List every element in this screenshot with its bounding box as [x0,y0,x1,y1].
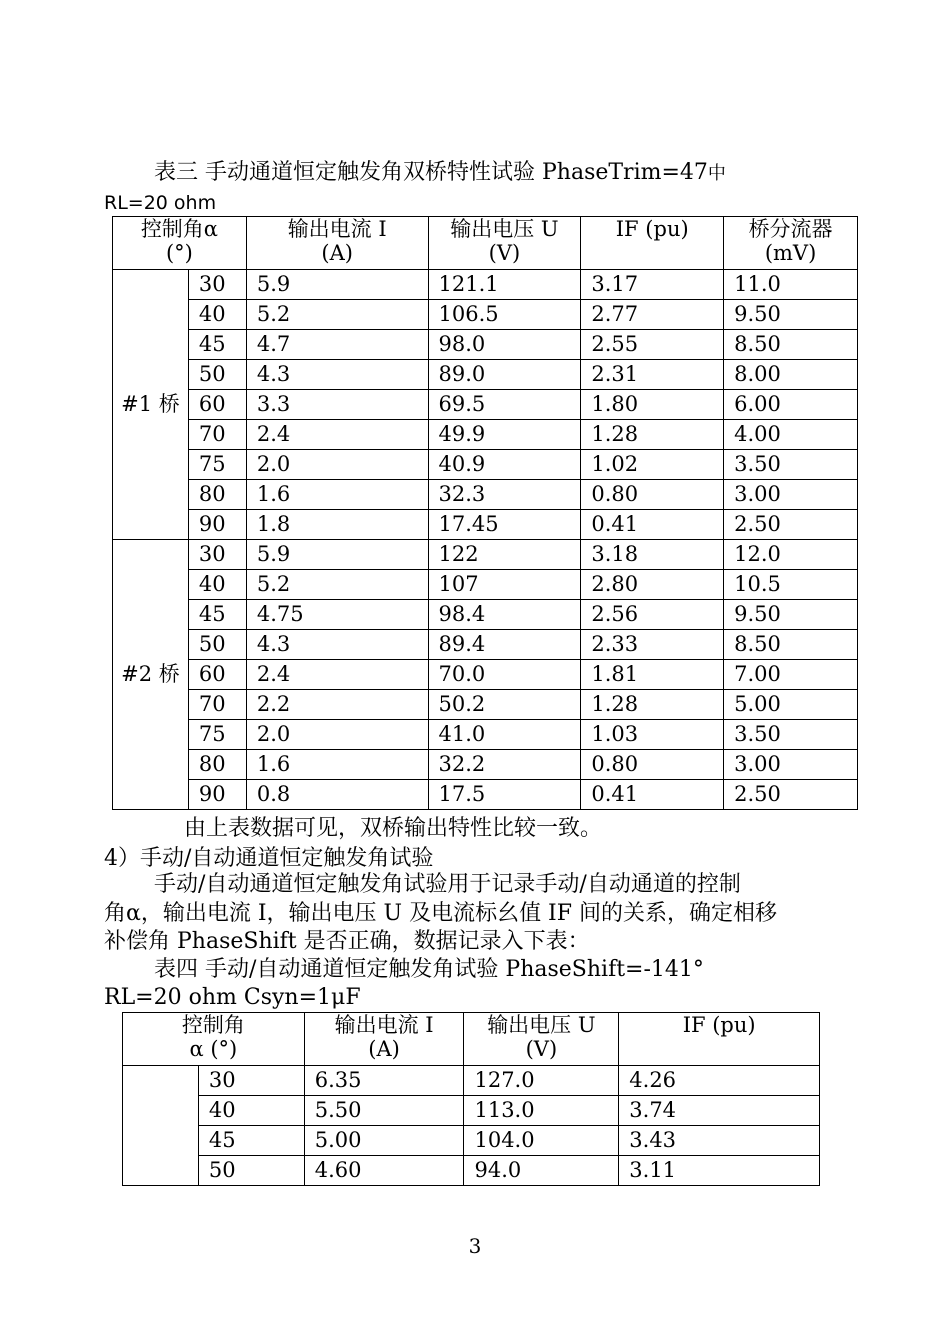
table3-caption: 表三 手动通道恒定触发角双桥特性试验 PhaseTrim=47中 [154,160,726,185]
data-cell: 3.3 [246,390,428,420]
data-cell: 3.00 [724,480,858,510]
data-cell: 1.81 [581,660,724,690]
header-angle [113,217,247,270]
table-row [113,750,858,780]
data-cell: 89.0 [428,360,581,390]
data-cell: 7.00 [724,660,858,690]
header-voltage [428,217,581,270]
data-cell: 5.50 [304,1096,464,1126]
data-cell: 5.00 [304,1126,464,1156]
data-cell: 3.50 [724,450,858,480]
header-if [581,217,724,270]
angle-cell: 90 [188,510,246,540]
header-line-1: 桥分流器 [748,217,833,241]
data-cell: 107 [428,570,581,600]
table-row [113,720,858,750]
data-cell: 3.50 [724,720,858,750]
data-cell: 2.56 [581,600,724,630]
data-cell: 122 [428,540,581,570]
header-line-2: (mV) [764,241,817,265]
header-current [246,217,428,270]
angle-cell: 40 [188,300,246,330]
data-cell: 11.0 [724,270,858,300]
data-cell: 2.4 [246,660,428,690]
data-cell: 98.4 [428,600,581,630]
table-row [113,480,858,510]
data-cell: 4.26 [619,1066,820,1096]
angle-cell: 50 [188,360,246,390]
header-shunt [724,217,858,270]
header-line-1: IF (pu) [615,217,689,241]
header-if [619,1013,820,1066]
data-cell: 2.50 [724,510,858,540]
data-cell: 5.2 [246,300,428,330]
caption-symbol: 中 [707,163,726,184]
table4-header-row [123,1013,820,1066]
data-cell: 0.41 [581,510,724,540]
table-row [113,450,858,480]
table-row [113,540,858,570]
table-row [113,300,858,330]
angle-cell: 45 [198,1126,304,1156]
data-cell: 3.17 [581,270,724,300]
table3-header-row [113,217,858,270]
table4-caption: 表四 手动/自动通道恒定触发角试验 PhaseShift=-141° [154,957,704,982]
angle-cell: 60 [188,660,246,690]
data-cell: 12.0 [724,540,858,570]
data-cell: 2.33 [581,630,724,660]
data-cell: 0.8 [246,780,428,810]
data-cell: 69.5 [428,390,581,420]
paragraph-line-1: 手动/自动通道恒定触发角试验用于记录手动/自动通道的控制 [154,872,741,897]
angle-cell: 30 [188,540,246,570]
data-cell: 127.0 [464,1066,619,1096]
data-cell: 4.00 [724,420,858,450]
data-cell: 9.50 [724,600,858,630]
angle-cell: 40 [188,570,246,600]
data-cell: 113.0 [464,1096,619,1126]
data-cell: 17.5 [428,780,581,810]
data-cell: 5.9 [246,270,428,300]
table4 [122,1012,820,1186]
angle-cell: 45 [188,600,246,630]
data-cell: 2.55 [581,330,724,360]
angle-cell: 30 [198,1066,304,1096]
angle-cell: 30 [188,270,246,300]
data-cell: 32.2 [428,750,581,780]
data-cell: 3.74 [619,1096,820,1126]
data-cell: 4.3 [246,630,428,660]
table-row [113,660,858,690]
data-cell: 4.75 [246,600,428,630]
paragraph-line-3: 补偿角 PhaseShift 是否正确，数据记录入下表： [104,929,590,954]
data-cell: 3.11 [619,1156,820,1186]
table-row [123,1066,820,1096]
data-cell: 2.80 [581,570,724,600]
group-label-empty [123,1066,199,1186]
header-line-2: α (°) [189,1037,238,1061]
table-row [113,600,858,630]
data-cell: 2.31 [581,360,724,390]
data-cell: 5.9 [246,540,428,570]
table-row [113,570,858,600]
data-cell: 41.0 [428,720,581,750]
header-line-1: 输出电压 U [450,217,559,241]
data-cell: 3.18 [581,540,724,570]
angle-cell: 40 [198,1096,304,1126]
bridge-label: #1 桥 [113,270,189,540]
angle-cell: 75 [188,720,246,750]
data-cell: 9.50 [724,300,858,330]
angle-cell: 90 [188,780,246,810]
data-cell: 104.0 [464,1126,619,1156]
page-number: 3 [468,1234,482,1258]
angle-cell: 80 [188,480,246,510]
data-cell: 0.80 [581,750,724,780]
data-cell: 4.60 [304,1156,464,1186]
conclusion-text: 由上表数据可见，双桥输出特性比较一致。 [184,816,603,841]
data-cell: 98.0 [428,330,581,360]
table-row [123,1126,820,1156]
data-cell: 1.80 [581,390,724,420]
table-row [113,330,858,360]
data-cell: 2.0 [246,450,428,480]
data-cell: 32.3 [428,480,581,510]
data-cell: 0.80 [581,480,724,510]
table-row [113,780,858,810]
angle-cell: 75 [188,450,246,480]
data-cell: 0.41 [581,780,724,810]
angle-cell: 60 [188,390,246,420]
data-cell: 50.2 [428,690,581,720]
header-line-1: 输出电流 I [334,1013,434,1037]
data-cell: 6.00 [724,390,858,420]
data-cell: 2.0 [246,720,428,750]
table3-subcaption: RL=20 ohm [104,192,217,214]
data-cell: 70.0 [428,660,581,690]
data-cell: 8.50 [724,630,858,660]
header-line-1: IF (pu) [682,1013,756,1037]
table-row [113,630,858,660]
data-cell: 10.5 [724,570,858,600]
data-cell: 121.1 [428,270,581,300]
section-heading: 4）手动/自动通道恒定触发角试验 [104,846,434,871]
data-cell: 89.4 [428,630,581,660]
angle-cell: 70 [188,420,246,450]
data-cell: 2.50 [724,780,858,810]
header-line-2: (V) [488,241,521,265]
data-cell: 5.2 [246,570,428,600]
data-cell: 2.2 [246,690,428,720]
angle-cell: 50 [188,630,246,660]
data-cell: 1.02 [581,450,724,480]
data-cell: 17.45 [428,510,581,540]
data-cell: 4.3 [246,360,428,390]
angle-cell: 80 [188,750,246,780]
header-line-2: (A) [321,241,353,265]
table-row [113,360,858,390]
table-row [123,1096,820,1126]
data-cell: 49.9 [428,420,581,450]
header-line-1: 控制角 [181,1013,245,1037]
data-cell: 8.50 [724,330,858,360]
angle-cell: 45 [188,330,246,360]
data-cell: 4.7 [246,330,428,360]
table-row [113,270,858,300]
header-line-1: 控制角α [140,217,218,241]
table-row [123,1156,820,1186]
header-voltage [464,1013,619,1066]
table4-subcaption: RL=20 ohm Csyn=1μF [104,985,361,1010]
data-cell: 3.43 [619,1126,820,1156]
table-row [113,690,858,720]
header-line-1: 输出电流 I [287,217,387,241]
data-cell: 40.9 [428,450,581,480]
table3 [112,216,858,810]
data-cell: 2.77 [581,300,724,330]
data-cell: 106.5 [428,300,581,330]
header-line-1: 输出电压 U [487,1013,596,1037]
paragraph-line-2: 角α，输出电流 I，输出电压 U 及电流标幺值 IF 间的关系，确定相移 [104,901,778,926]
table-row [113,510,858,540]
data-cell: 5.00 [724,690,858,720]
data-cell: 2.4 [246,420,428,450]
table-row [113,420,858,450]
data-cell: 1.6 [246,750,428,780]
header-line-2: (V) [525,1037,558,1061]
header-current [304,1013,464,1066]
data-cell: 1.28 [581,690,724,720]
header-angle [123,1013,305,1066]
table-row [113,390,858,420]
data-cell: 1.6 [246,480,428,510]
angle-cell: 70 [188,690,246,720]
data-cell: 1.28 [581,420,724,450]
data-cell: 1.03 [581,720,724,750]
data-cell: 3.00 [724,750,858,780]
header-line-2: (A) [368,1037,400,1061]
header-line-2: (°) [165,241,193,265]
angle-cell: 50 [198,1156,304,1186]
data-cell: 8.00 [724,360,858,390]
data-cell: 1.8 [246,510,428,540]
data-cell: 94.0 [464,1156,619,1186]
bridge-label: #2 桥 [113,540,189,810]
data-cell: 6.35 [304,1066,464,1096]
